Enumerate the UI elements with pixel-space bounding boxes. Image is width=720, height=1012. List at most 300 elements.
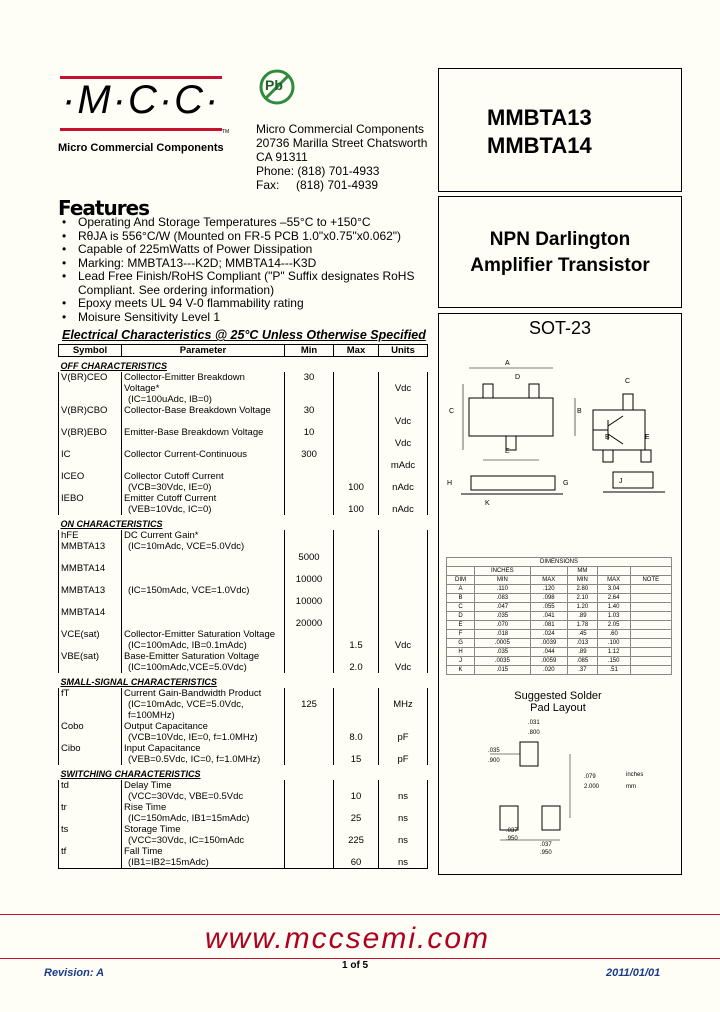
dim-letter: J bbox=[619, 478, 623, 485]
dim-cell: C bbox=[447, 603, 475, 612]
address-line: CA 91311 bbox=[256, 150, 308, 164]
unit-cell: ns bbox=[379, 802, 428, 824]
max-cell: 225 bbox=[334, 824, 379, 846]
symbol-cell: MMBTA14 bbox=[59, 607, 122, 629]
pad-dim: .800 bbox=[528, 730, 540, 736]
dim-cell: A bbox=[447, 585, 475, 594]
parameter-cell bbox=[122, 372, 285, 405]
dim-letter: G bbox=[563, 480, 569, 487]
unit-cell: nAdc bbox=[379, 471, 428, 493]
parameter-cell bbox=[122, 493, 285, 515]
table-row bbox=[59, 530, 428, 541]
table-row bbox=[59, 802, 428, 824]
condition-text: (VEB=10Vdc, IC=0) bbox=[128, 504, 212, 515]
dim-cell bbox=[630, 585, 671, 594]
dim-row bbox=[447, 630, 672, 639]
dim-cell: .37 bbox=[568, 666, 598, 675]
parameter-text: Storage Time bbox=[124, 824, 181, 835]
table-row bbox=[59, 780, 428, 802]
description-line: Amplifier Transistor bbox=[470, 255, 650, 276]
min-cell: 10 bbox=[285, 427, 334, 449]
min-cell bbox=[285, 824, 334, 846]
pin-letter: E bbox=[645, 434, 650, 441]
parameter-text: Emitter Cutoff Current bbox=[124, 493, 217, 504]
symbol-cell: IEBO bbox=[59, 493, 122, 515]
unit-cell: nAdc bbox=[379, 493, 428, 515]
symbol-cell: VCE(sat) bbox=[59, 629, 122, 651]
max-cell bbox=[334, 688, 379, 721]
parameter-cell bbox=[122, 405, 285, 427]
dim-cell bbox=[630, 594, 671, 603]
min-cell: 5000 bbox=[285, 541, 334, 563]
unit-cell: ns bbox=[379, 780, 428, 802]
parameter-text: Fall Time bbox=[124, 846, 163, 857]
symbol-cell: V(BR)CEO bbox=[59, 372, 122, 405]
dim-cell bbox=[630, 621, 671, 630]
dim-cell: .150 bbox=[597, 657, 630, 666]
solder-pad-drawing bbox=[470, 718, 670, 858]
min-cell bbox=[285, 471, 334, 493]
min-cell: 125 bbox=[285, 688, 334, 721]
dim-cell: J bbox=[447, 657, 475, 666]
feature-item: • Marking: MMBTA13---K2D; MMBTA14---K3D bbox=[62, 257, 440, 271]
pad-dim: .079 bbox=[584, 774, 596, 780]
feature-item: • Operating And Storage Temperatures –55°C to +150°C bbox=[62, 216, 440, 230]
pb-free-icon bbox=[258, 68, 296, 106]
parameter-cell bbox=[122, 721, 285, 743]
pad-units: inches bbox=[626, 772, 644, 778]
parameter-text: Emitter-Base Breakdown Voltage bbox=[124, 427, 264, 438]
max-cell bbox=[334, 607, 379, 629]
electrical-table bbox=[58, 344, 428, 869]
max-cell: 100 bbox=[334, 471, 379, 493]
parameter-cell bbox=[122, 449, 285, 471]
min-cell bbox=[285, 802, 334, 824]
max-cell: 60 bbox=[334, 846, 379, 869]
pad-dim: .037 bbox=[540, 842, 552, 848]
feature-item: • Lead Free Finish/RoHS Compliant ("P" Suffix designates RoHS Compliant. See ordering information) bbox=[62, 270, 440, 297]
company-address bbox=[256, 122, 427, 192]
dim-cell: 1.78 bbox=[568, 621, 598, 630]
dim-cell bbox=[630, 612, 671, 621]
dim-cell: .015 bbox=[475, 666, 530, 675]
solder-title-line: Pad Layout bbox=[530, 702, 586, 714]
unit-cell: pF bbox=[379, 743, 428, 765]
col-header: Max bbox=[334, 345, 379, 357]
parameter-cell bbox=[122, 629, 285, 651]
dim-letter: E bbox=[505, 448, 510, 455]
min-cell bbox=[285, 743, 334, 765]
dim-cell: .024 bbox=[530, 630, 568, 639]
dim-cell: K bbox=[447, 666, 475, 675]
min-cell: 30 bbox=[285, 405, 334, 427]
unit-cell: Vdc bbox=[379, 405, 428, 427]
symbol-cell: MMBTA14 bbox=[59, 563, 122, 585]
parameter-text: Collector Cutoff Current bbox=[124, 471, 224, 482]
symbol-cell: Cibo bbox=[59, 743, 122, 765]
dim-cell: .055 bbox=[530, 603, 568, 612]
dim-cell: MIN bbox=[475, 576, 530, 585]
unit-cell: ns bbox=[379, 824, 428, 846]
dim-letter: C bbox=[449, 408, 455, 415]
unit-cell: pF bbox=[379, 721, 428, 743]
dim-cell: .0039 bbox=[530, 639, 568, 648]
dim-row bbox=[447, 666, 672, 675]
symbol-cell: MMBTA13 bbox=[59, 585, 122, 607]
section-title: SWITCHING CHARACTERISTICS bbox=[60, 769, 201, 779]
dim-cell bbox=[630, 567, 671, 576]
dim-cell: E bbox=[447, 621, 475, 630]
symbol-cell: VBE(sat) bbox=[59, 651, 122, 673]
dim-cell: H bbox=[447, 648, 475, 657]
section-header-row bbox=[59, 515, 428, 530]
dim-cell: 2.80 bbox=[568, 585, 598, 594]
footer-top-red-line bbox=[0, 914, 720, 915]
dim-cell: .041 bbox=[530, 612, 568, 621]
dim-cell: .018 bbox=[475, 630, 530, 639]
max-cell: 2.0 bbox=[334, 651, 379, 673]
parameter-cell bbox=[122, 688, 285, 721]
table-row bbox=[59, 449, 428, 471]
dim-cell: .035 bbox=[475, 612, 530, 621]
section-header-row bbox=[59, 357, 428, 373]
dim-cell: .035 bbox=[475, 648, 530, 657]
dim-cell: MM bbox=[568, 567, 598, 576]
header-bottom-red-line bbox=[60, 128, 222, 131]
dim-cell: G bbox=[447, 639, 475, 648]
address-line: 20736 Marilla Street Chatsworth bbox=[256, 136, 428, 150]
feature-item: • Moisure Sensitivity Level 1 bbox=[62, 311, 440, 325]
unit-cell bbox=[379, 541, 428, 563]
dim-letter: K bbox=[485, 500, 490, 507]
dim-cell: .013 bbox=[568, 639, 598, 648]
dim-row bbox=[447, 657, 672, 666]
section-title: SMALL-SIGNAL CHARACTERISTICS bbox=[60, 677, 217, 687]
solder-title-line: Suggested Solder bbox=[514, 690, 602, 702]
dim-cell: .51 bbox=[597, 666, 630, 675]
table-row bbox=[59, 721, 428, 743]
dim-cell: .070 bbox=[475, 621, 530, 630]
max-cell bbox=[334, 405, 379, 427]
dim-cell: .044 bbox=[530, 648, 568, 657]
section-title: OFF CHARACTERISTICS bbox=[60, 361, 167, 371]
symbol-cell: fT bbox=[59, 688, 122, 721]
parameter-text: Current Gain-Bandwidth Product bbox=[124, 688, 262, 699]
min-cell: 20000 bbox=[285, 607, 334, 629]
dim-cell: .047 bbox=[475, 603, 530, 612]
parameter-cell bbox=[122, 780, 285, 802]
max-cell bbox=[334, 585, 379, 607]
unit-cell bbox=[379, 530, 428, 541]
pad-dim: .950 bbox=[506, 836, 518, 842]
dim-cell: F bbox=[447, 630, 475, 639]
dim-title: DIMENSIONS bbox=[447, 558, 672, 567]
parameter-cell bbox=[122, 607, 285, 629]
phone-line: Phone: (818) 701-4933 bbox=[256, 164, 380, 178]
pad-dim: .035 bbox=[488, 748, 500, 754]
dim-letter: A bbox=[505, 360, 510, 367]
dim-cell: .083 bbox=[475, 594, 530, 603]
col-header: Min bbox=[285, 345, 334, 357]
feature-item: • RθJA is 556°C/W (Mounted on FR-5 PCB 1.0"x0.75"x0.062") bbox=[62, 230, 440, 244]
condition-text: (IC=100uAdc, IB=0) bbox=[128, 394, 212, 405]
symbol-cell: IC bbox=[59, 449, 122, 471]
address-line: Micro Commercial Components bbox=[256, 122, 425, 136]
parameter-cell bbox=[122, 743, 285, 765]
symbol-cell: V(BR)CBO bbox=[59, 405, 122, 427]
website-link[interactable]: www.mccsemi.com bbox=[205, 922, 491, 955]
part-number-box bbox=[438, 68, 682, 192]
parameter-cell bbox=[122, 530, 285, 541]
dim-cell bbox=[630, 648, 671, 657]
table-row bbox=[59, 427, 428, 449]
parameter-cell bbox=[122, 471, 285, 493]
parameter-text: Collector Current-Continuous bbox=[124, 449, 248, 460]
dim-cell: MAX bbox=[597, 576, 630, 585]
table-row bbox=[59, 471, 428, 493]
parameter-text: Output Capacitance bbox=[124, 721, 208, 732]
dim-cell: .081 bbox=[530, 621, 568, 630]
pad-dim: .037 bbox=[506, 828, 518, 834]
dim-letter: B bbox=[577, 408, 582, 415]
symbol-cell: ts bbox=[59, 824, 122, 846]
symbol-cell: tf bbox=[59, 846, 122, 869]
unit-cell: Vdc bbox=[379, 372, 428, 405]
features-title: Features bbox=[58, 196, 150, 220]
symbol-cell: tr bbox=[59, 802, 122, 824]
min-cell bbox=[285, 530, 334, 541]
pad-units: mm bbox=[626, 784, 636, 790]
footer-bottom-red-line bbox=[0, 958, 720, 959]
symbol-cell: hFE bbox=[59, 530, 122, 541]
parameter-cell bbox=[122, 846, 285, 869]
min-cell bbox=[285, 493, 334, 515]
min-cell bbox=[285, 629, 334, 651]
table-row bbox=[59, 824, 428, 846]
min-cell bbox=[285, 846, 334, 869]
parameter-cell bbox=[122, 802, 285, 824]
min-cell: 10000 bbox=[285, 563, 334, 585]
parameter-cell bbox=[122, 585, 285, 607]
dim-cell: 1.20 bbox=[568, 603, 598, 612]
table-row bbox=[59, 688, 428, 721]
table-row bbox=[59, 629, 428, 651]
dim-row bbox=[447, 639, 672, 648]
condition-text: (VCC=30Vdc, VBE=0.5Vdc bbox=[128, 791, 244, 802]
symbol-cell: td bbox=[59, 780, 122, 802]
dim-row bbox=[447, 648, 672, 657]
parameter-text: Input Capacitance bbox=[124, 743, 201, 754]
dim-cell: 2.10 bbox=[568, 594, 598, 603]
table-row bbox=[59, 541, 428, 563]
dim-cell: D bbox=[447, 612, 475, 621]
unit-cell: Vdc bbox=[379, 629, 428, 651]
dim-cell bbox=[630, 630, 671, 639]
dim-cell bbox=[630, 639, 671, 648]
dim-cell: .085 bbox=[568, 657, 598, 666]
table-row bbox=[59, 405, 428, 427]
condition-text: (IC=150mAdc, VCE=1.0Vdc) bbox=[128, 585, 250, 596]
max-cell bbox=[334, 449, 379, 471]
table-row bbox=[59, 743, 428, 765]
condition-text: (IC=150mAdc, IB1=15mAdc) bbox=[128, 813, 250, 824]
dim-cell: 1.12 bbox=[597, 648, 630, 657]
unit-cell: MHz bbox=[379, 688, 428, 721]
col-header: Symbol bbox=[59, 345, 122, 357]
parameter-cell bbox=[122, 427, 285, 449]
parameter-text: Collector-Emitter Breakdown Voltage* bbox=[124, 372, 245, 394]
feature-item: • Epoxy meets UL 94 V-0 flammability rating bbox=[62, 297, 440, 311]
solder-title bbox=[488, 690, 628, 714]
max-cell: 15 bbox=[334, 743, 379, 765]
min-cell: 300 bbox=[285, 449, 334, 471]
dim-cell bbox=[530, 567, 568, 576]
dim-cell bbox=[597, 567, 630, 576]
parameter-text: Base-Emitter Saturation Voltage bbox=[124, 651, 260, 662]
package-outline-drawing bbox=[443, 354, 675, 514]
dim-cell: .89 bbox=[568, 648, 598, 657]
page-number: 1 of 5 bbox=[342, 960, 369, 971]
feature-item: • Capable of 225mWatts of Power Dissipation bbox=[62, 243, 440, 257]
min-cell: 10000 bbox=[285, 585, 334, 607]
parameter-cell bbox=[122, 651, 285, 673]
package-title: SOT-23 bbox=[528, 318, 592, 338]
table-row bbox=[59, 846, 428, 869]
part-number: MMBTA14 bbox=[487, 133, 592, 158]
dim-cell: .0059 bbox=[530, 657, 568, 666]
parameter-text: Rise Time bbox=[124, 802, 167, 813]
dim-cell: .0035 bbox=[475, 657, 530, 666]
dim-cell: 2.05 bbox=[597, 621, 630, 630]
dim-row bbox=[447, 594, 672, 603]
table-row bbox=[59, 493, 428, 515]
max-cell bbox=[334, 427, 379, 449]
dim-cell: MIN bbox=[568, 576, 598, 585]
symbol-cell: MMBTA13 bbox=[59, 541, 122, 563]
min-cell bbox=[285, 721, 334, 743]
dim-cell bbox=[630, 603, 671, 612]
parameter-text: DC Current Gain* bbox=[124, 530, 199, 541]
pin-letter: C bbox=[625, 378, 631, 385]
symbol-cell: V(BR)EBO bbox=[59, 427, 122, 449]
condition-text: (IC=100mAdc,VCE=5.0Vdc) bbox=[128, 662, 247, 673]
dim-letter: H bbox=[447, 480, 453, 487]
unit-cell: Vdc bbox=[379, 427, 428, 449]
dim-cell: .89 bbox=[568, 612, 598, 621]
pad-dim: .031 bbox=[528, 720, 540, 726]
max-cell: 100 bbox=[334, 493, 379, 515]
electrical-table-body bbox=[59, 357, 428, 869]
max-cell: 25 bbox=[334, 802, 379, 824]
section-header-row bbox=[59, 765, 428, 780]
pin-letter: B bbox=[605, 434, 610, 441]
condition-text: (VEB=0.5Vdc, IC=0, f=1.0MHz) bbox=[128, 754, 261, 765]
table-row bbox=[59, 563, 428, 585]
dim-cell: .110 bbox=[475, 585, 530, 594]
condition-text: (IC=10mAdc, VCE=5.0Vdc, f=100MHz) bbox=[128, 699, 244, 721]
dim-cell: .60 bbox=[597, 630, 630, 639]
dim-cell: .020 bbox=[530, 666, 568, 675]
symbol-cell: ICEO bbox=[59, 471, 122, 493]
col-header: Parameter bbox=[122, 345, 285, 357]
condition-text: (VCB=30Vdc, IE=0) bbox=[128, 482, 212, 493]
fax-line: Fax: (818) 701-4939 bbox=[256, 178, 379, 192]
section-title: ON CHARACTERISTICS bbox=[60, 519, 163, 529]
table-row bbox=[59, 607, 428, 629]
condition-text: (VCB=10Vdc, IE=0, f=1.0MHz) bbox=[128, 732, 258, 743]
symbol-cell: Cobo bbox=[59, 721, 122, 743]
max-cell: 10 bbox=[334, 780, 379, 802]
dim-cell: .0005 bbox=[475, 639, 530, 648]
table-row bbox=[59, 372, 428, 405]
dim-cell: DIM bbox=[447, 576, 475, 585]
pad-dim: 2.000 bbox=[584, 784, 600, 790]
dim-cell bbox=[630, 657, 671, 666]
max-cell bbox=[334, 372, 379, 405]
dim-cell: B bbox=[447, 594, 475, 603]
electrical-title: Electrical Characteristics @ 25°C Unless Otherwise Specified bbox=[62, 328, 426, 342]
max-cell bbox=[334, 541, 379, 563]
revision-label: Revision: A bbox=[44, 967, 105, 979]
dimensions-table bbox=[446, 557, 672, 675]
dim-cell: INCHES bbox=[475, 567, 530, 576]
table-row bbox=[59, 585, 428, 607]
dim-cell: .45 bbox=[568, 630, 598, 639]
unit-cell: Vdc bbox=[379, 651, 428, 673]
parameter-cell bbox=[122, 563, 285, 585]
dim-row bbox=[447, 603, 672, 612]
min-cell bbox=[285, 651, 334, 673]
dim-row bbox=[447, 621, 672, 630]
max-cell: 1.5 bbox=[334, 629, 379, 651]
condition-text: (IB1=IB2=15mAdc) bbox=[128, 857, 209, 868]
dim-cell bbox=[630, 666, 671, 675]
parameter-text: Collector-Emitter Saturation Voltage bbox=[124, 629, 276, 640]
dim-cell: .120 bbox=[530, 585, 568, 594]
dim-cell bbox=[447, 567, 475, 576]
dim-cell: 3.04 bbox=[597, 585, 630, 594]
part-number: MMBTA13 bbox=[487, 105, 592, 130]
dim-row bbox=[447, 612, 672, 621]
parameter-cell bbox=[122, 824, 285, 846]
parameter-text: Delay Time bbox=[124, 780, 172, 791]
dim-cell: 1.03 bbox=[597, 612, 630, 621]
company-name: Micro Commercial Components bbox=[58, 142, 224, 154]
parameter-cell bbox=[122, 541, 285, 563]
condition-text: (VCC=30Vdc, IC=150mAdc bbox=[128, 835, 245, 846]
pad-dim: .900 bbox=[488, 758, 500, 764]
description-line: NPN Darlington bbox=[489, 229, 631, 250]
parameter-text: Collector-Base Breakdown Voltage bbox=[124, 405, 271, 416]
logo-trademark: TM bbox=[222, 129, 230, 135]
description-box bbox=[438, 196, 682, 308]
unit-cell: ns bbox=[379, 846, 428, 869]
mcc-logo: ·M·C·C· bbox=[62, 78, 221, 122]
condition-text: (IC=100mAdc, IB=0.1mAdc) bbox=[128, 640, 247, 651]
dim-cell: 2.64 bbox=[597, 594, 630, 603]
unit-cell bbox=[379, 585, 428, 607]
max-cell bbox=[334, 563, 379, 585]
pb-badge-text: Pb bbox=[265, 77, 283, 93]
pad-dim: .950 bbox=[540, 850, 552, 856]
min-cell bbox=[285, 780, 334, 802]
dim-cell: .100 bbox=[597, 639, 630, 648]
max-cell: 8.0 bbox=[334, 721, 379, 743]
revision-date: 2011/01/01 bbox=[606, 967, 661, 979]
dim-row bbox=[447, 585, 672, 594]
min-cell: 30 bbox=[285, 372, 334, 405]
unit-cell: mAdc bbox=[379, 449, 428, 471]
